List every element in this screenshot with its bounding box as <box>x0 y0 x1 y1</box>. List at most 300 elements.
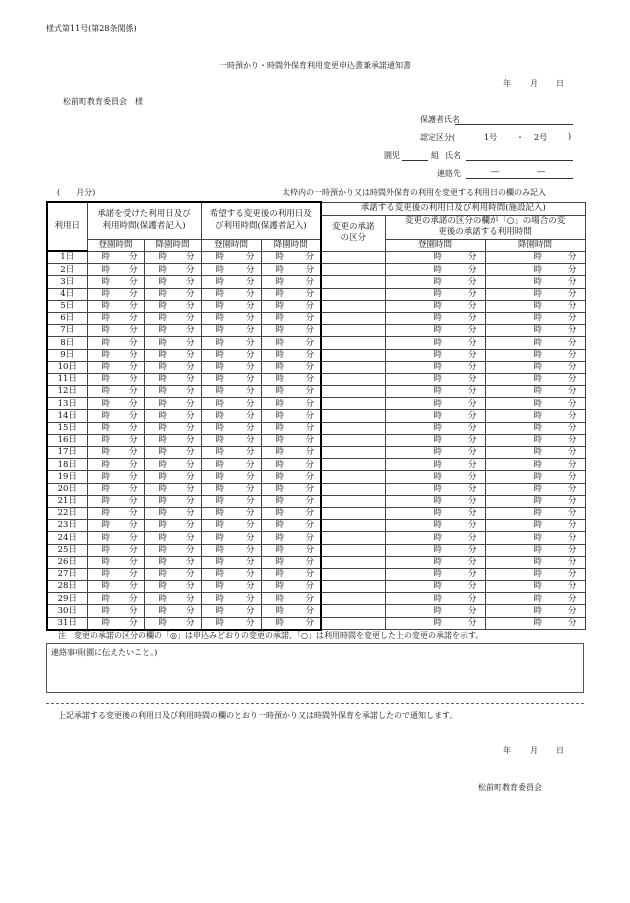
time-cell[interactable] <box>144 483 201 495</box>
time-cell[interactable] <box>261 386 321 398</box>
time-cell[interactable] <box>144 471 201 483</box>
time-cell[interactable] <box>201 300 261 312</box>
time-cell[interactable] <box>87 520 144 532</box>
time-cell[interactable] <box>201 361 261 373</box>
time-cell[interactable] <box>261 605 321 617</box>
time-cell[interactable] <box>261 507 321 519</box>
time-cell[interactable] <box>261 422 321 434</box>
minute-label: 分 <box>186 459 195 470</box>
time-cell[interactable] <box>144 386 201 398</box>
time-cell[interactable] <box>385 617 485 630</box>
time-cell[interactable] <box>201 447 261 459</box>
time-cell[interactable] <box>87 349 144 361</box>
time-cell[interactable] <box>385 276 485 288</box>
time-cell[interactable] <box>144 300 201 312</box>
time-cell[interactable] <box>485 520 585 532</box>
time-cell[interactable] <box>485 459 585 471</box>
table-row <box>47 410 585 422</box>
minute-label: 分 <box>128 532 138 543</box>
time-cell[interactable] <box>261 300 321 312</box>
change-category-cell[interactable] <box>321 459 385 471</box>
change-category-cell[interactable] <box>321 422 385 434</box>
change-category-cell[interactable] <box>321 507 385 519</box>
minute-label: 分 <box>468 496 477 507</box>
hour-label: 時 <box>433 301 443 312</box>
class-label: 組 <box>431 151 439 160</box>
time-cell[interactable] <box>385 386 485 398</box>
change-category-cell[interactable] <box>321 312 385 324</box>
time-cell[interactable] <box>385 312 485 324</box>
time-cell[interactable] <box>485 264 585 276</box>
time-cell[interactable] <box>485 568 585 580</box>
child-name-field[interactable] <box>466 160 573 161</box>
hour-label: 時 <box>275 447 285 458</box>
time-cell[interactable] <box>485 581 585 593</box>
time-cell[interactable] <box>201 544 261 556</box>
time-cell[interactable] <box>485 300 585 312</box>
time-cell[interactable] <box>261 276 321 288</box>
time-cell[interactable] <box>201 373 261 385</box>
hour-label: 時 <box>101 617 111 628</box>
minute-label: 分 <box>246 398 255 409</box>
change-category-cell[interactable] <box>321 288 385 300</box>
hour-label: 時 <box>215 593 225 604</box>
change-category-cell[interactable] <box>321 593 385 605</box>
time-cell[interactable] <box>201 422 261 434</box>
minute-label: 分 <box>128 410 138 421</box>
hour-label: 時 <box>101 459 111 470</box>
time-cell[interactable] <box>385 568 485 580</box>
time-cell[interactable] <box>87 410 144 422</box>
time-cell[interactable] <box>201 568 261 580</box>
time-cell[interactable] <box>385 264 485 276</box>
time-cell[interactable] <box>385 434 485 446</box>
hour-label: 時 <box>433 313 443 324</box>
minute-label: 分 <box>128 252 138 263</box>
time-cell[interactable] <box>485 422 585 434</box>
time-cell[interactable] <box>144 251 201 264</box>
time-cell[interactable] <box>261 544 321 556</box>
time-cell[interactable] <box>87 617 144 630</box>
time-cell[interactable] <box>144 276 201 288</box>
time-cell[interactable] <box>144 495 201 507</box>
change-category-cell[interactable] <box>321 410 385 422</box>
day-cell: 3日 <box>47 276 87 288</box>
hour-label: 時 <box>215 349 225 360</box>
time-cell[interactable] <box>201 386 261 398</box>
time-cell[interactable] <box>261 532 321 544</box>
minute-label: 分 <box>568 435 577 446</box>
circle-case-header: 変更の承諾の区分の欄が「○」の場合の変更後の承諾する利用時間 <box>385 215 585 239</box>
time-cell[interactable] <box>87 337 144 349</box>
time-cell[interactable] <box>261 349 321 361</box>
minute-label: 分 <box>186 520 195 531</box>
time-cell[interactable] <box>261 483 321 495</box>
time-cell[interactable] <box>485 434 585 446</box>
time-cell[interactable] <box>144 434 201 446</box>
minute-label: 分 <box>305 374 315 385</box>
time-cell[interactable] <box>261 361 321 373</box>
change-category-cell[interactable] <box>321 605 385 617</box>
time-cell[interactable] <box>201 581 261 593</box>
time-cell[interactable] <box>385 410 485 422</box>
hour-label: 時 <box>433 605 443 616</box>
change-category-cell[interactable] <box>321 373 385 385</box>
time-cell[interactable] <box>485 447 585 459</box>
time-cell[interactable] <box>385 471 485 483</box>
time-cell[interactable] <box>87 556 144 568</box>
minute-label: 分 <box>246 337 255 348</box>
time-cell[interactable] <box>485 337 585 349</box>
time-cell[interactable] <box>261 312 321 324</box>
time-cell[interactable] <box>385 288 485 300</box>
minute-label: 分 <box>246 569 255 580</box>
time-cell[interactable] <box>87 422 144 434</box>
time-cell[interactable] <box>144 312 201 324</box>
day-cell: 11日 <box>47 373 87 385</box>
time-cell[interactable] <box>485 532 585 544</box>
change-category-cell[interactable] <box>321 251 385 264</box>
change-category-cell[interactable] <box>321 300 385 312</box>
contact-box[interactable] <box>46 643 584 693</box>
time-cell[interactable] <box>201 495 261 507</box>
time-cell[interactable] <box>485 483 585 495</box>
time-cell[interactable] <box>485 325 585 337</box>
time-cell[interactable] <box>144 264 201 276</box>
contact-field[interactable] <box>466 178 573 179</box>
time-cell[interactable] <box>485 507 585 519</box>
time-cell[interactable] <box>144 288 201 300</box>
minute-label: 分 <box>186 422 195 433</box>
cert-option-1[interactable]: 1号 <box>484 133 498 142</box>
minute-label: 分 <box>246 374 255 385</box>
time-cell[interactable] <box>261 568 321 580</box>
time-cell[interactable] <box>485 288 585 300</box>
change-category-cell[interactable] <box>321 581 385 593</box>
minute-label: 分 <box>468 386 477 397</box>
time-cell[interactable] <box>144 337 201 349</box>
time-cell[interactable] <box>87 288 144 300</box>
hour-label: 時 <box>101 362 111 373</box>
time-cell[interactable] <box>144 373 201 385</box>
table-row <box>47 593 585 605</box>
time-cell[interactable] <box>201 264 261 276</box>
time-cell[interactable] <box>261 337 321 349</box>
time-cell[interactable] <box>261 410 321 422</box>
time-cell[interactable] <box>144 544 201 556</box>
table-row <box>47 361 585 373</box>
time-cell[interactable] <box>87 386 144 398</box>
time-cell[interactable] <box>87 398 144 410</box>
minute-label: 分 <box>568 496 577 507</box>
hour-label: 時 <box>533 520 543 531</box>
change-category-cell[interactable] <box>321 617 385 630</box>
minute-label: 分 <box>305 617 315 628</box>
time-cell[interactable] <box>201 507 261 519</box>
time-cell[interactable] <box>385 337 485 349</box>
time-cell[interactable] <box>485 312 585 324</box>
table-row <box>47 544 585 556</box>
time-cell[interactable] <box>87 447 144 459</box>
hour-label: 時 <box>215 337 225 348</box>
time-cell[interactable] <box>261 471 321 483</box>
time-cell[interactable] <box>144 422 201 434</box>
time-cell[interactable] <box>201 459 261 471</box>
time-cell[interactable] <box>87 325 144 337</box>
time-cell[interactable] <box>485 410 585 422</box>
hour-label: 時 <box>533 337 543 348</box>
time-cell[interactable] <box>261 434 321 446</box>
time-cell[interactable] <box>261 373 321 385</box>
time-cell[interactable] <box>87 605 144 617</box>
minute-label: 分 <box>128 325 138 336</box>
hour-label: 時 <box>158 471 168 482</box>
change-category-cell[interactable] <box>321 276 385 288</box>
day-cell: 17日 <box>47 447 87 459</box>
time-cell[interactable] <box>87 459 144 471</box>
change-category-cell[interactable] <box>321 325 385 337</box>
time-cell[interactable] <box>144 325 201 337</box>
hour-label: 時 <box>158 349 168 360</box>
hour-label: 時 <box>433 496 443 507</box>
time-cell[interactable] <box>261 325 321 337</box>
minute-label: 分 <box>568 520 577 531</box>
time-cell[interactable] <box>385 300 485 312</box>
time-cell[interactable] <box>385 532 485 544</box>
time-cell[interactable] <box>87 251 144 264</box>
time-cell[interactable] <box>261 288 321 300</box>
change-category-cell[interactable] <box>321 386 385 398</box>
change-category-cell[interactable] <box>321 471 385 483</box>
time-cell[interactable] <box>385 544 485 556</box>
time-cell[interactable] <box>144 568 201 580</box>
change-category-cell[interactable] <box>321 264 385 276</box>
time-cell[interactable] <box>385 422 485 434</box>
hour-label: 時 <box>101 435 111 446</box>
minute-label: 分 <box>246 276 255 287</box>
change-category-cell[interactable] <box>321 556 385 568</box>
time-cell[interactable] <box>485 251 585 264</box>
minute-label: 分 <box>128 605 138 616</box>
time-cell[interactable] <box>144 410 201 422</box>
minute-label: 分 <box>128 617 138 628</box>
time-cell[interactable] <box>385 581 485 593</box>
hour-label: 時 <box>101 422 111 433</box>
time-cell[interactable] <box>261 593 321 605</box>
time-cell[interactable] <box>201 312 261 324</box>
time-cell[interactable] <box>87 300 144 312</box>
time-cell[interactable] <box>385 325 485 337</box>
hour-label: 時 <box>433 264 443 275</box>
time-cell[interactable] <box>261 520 321 532</box>
time-cell[interactable] <box>385 447 485 459</box>
time-cell[interactable] <box>87 593 144 605</box>
change-category-cell[interactable] <box>321 532 385 544</box>
hour-label: 時 <box>215 313 225 324</box>
time-cell[interactable] <box>201 276 261 288</box>
time-cell[interactable] <box>385 349 485 361</box>
time-cell[interactable] <box>144 520 201 532</box>
time-cell[interactable] <box>201 410 261 422</box>
time-cell[interactable] <box>261 264 321 276</box>
time-cell[interactable] <box>201 556 261 568</box>
time-cell[interactable] <box>385 520 485 532</box>
change-category-cell[interactable] <box>321 447 385 459</box>
hour-label: 時 <box>275 264 285 275</box>
time-cell[interactable] <box>385 483 485 495</box>
time-cell[interactable] <box>87 483 144 495</box>
time-cell[interactable] <box>261 398 321 410</box>
minute-label: 分 <box>186 544 195 555</box>
hour-label: 時 <box>158 593 168 604</box>
time-cell[interactable] <box>201 337 261 349</box>
time-cell[interactable] <box>201 593 261 605</box>
time-cell[interactable] <box>485 556 585 568</box>
time-cell[interactable] <box>385 556 485 568</box>
time-cell[interactable] <box>87 544 144 556</box>
time-cell[interactable] <box>201 605 261 617</box>
hour-label: 時 <box>101 447 111 458</box>
time-cell[interactable] <box>485 593 585 605</box>
change-category-cell[interactable] <box>321 520 385 532</box>
guardian-field[interactable] <box>455 124 573 125</box>
time-cell[interactable] <box>201 349 261 361</box>
time-cell[interactable] <box>201 251 261 264</box>
time-cell[interactable] <box>144 361 201 373</box>
minute-label: 分 <box>568 544 577 555</box>
change-category-cell[interactable] <box>321 349 385 361</box>
hour-label: 時 <box>533 252 543 263</box>
time-cell[interactable] <box>201 434 261 446</box>
time-cell[interactable] <box>144 459 201 471</box>
child-name-label: 氏名 <box>445 151 461 160</box>
time-cell[interactable] <box>87 507 144 519</box>
time-cell[interactable] <box>87 471 144 483</box>
time-cell[interactable] <box>385 605 485 617</box>
time-cell[interactable] <box>201 532 261 544</box>
time-cell[interactable] <box>261 556 321 568</box>
cert-option-2[interactable]: 2号 <box>534 133 548 142</box>
hour-label: 時 <box>433 447 443 458</box>
time-cell[interactable] <box>485 544 585 556</box>
time-cell[interactable] <box>144 398 201 410</box>
time-cell[interactable] <box>485 605 585 617</box>
time-cell[interactable] <box>201 288 261 300</box>
time-cell[interactable] <box>385 507 485 519</box>
time-cell[interactable] <box>87 312 144 324</box>
time-cell[interactable] <box>485 617 585 630</box>
time-cell[interactable] <box>385 373 485 385</box>
time-cell[interactable] <box>261 617 321 630</box>
table-row <box>47 581 585 593</box>
time-cell[interactable] <box>144 605 201 617</box>
time-cell[interactable] <box>485 471 585 483</box>
change-category-cell[interactable] <box>321 544 385 556</box>
change-category-cell[interactable] <box>321 398 385 410</box>
time-cell[interactable] <box>144 532 201 544</box>
hour-label: 時 <box>158 544 168 555</box>
time-cell[interactable] <box>144 593 201 605</box>
time-cell[interactable] <box>201 617 261 630</box>
time-cell[interactable] <box>261 251 321 264</box>
time-cell[interactable] <box>385 459 485 471</box>
time-cell[interactable] <box>144 507 201 519</box>
time-cell[interactable] <box>261 495 321 507</box>
time-cell[interactable] <box>87 373 144 385</box>
time-cell[interactable] <box>385 251 485 264</box>
time-cell[interactable] <box>144 349 201 361</box>
time-cell[interactable] <box>385 495 485 507</box>
hour-label: 時 <box>433 471 443 482</box>
time-cell[interactable] <box>144 617 201 630</box>
time-cell[interactable] <box>87 276 144 288</box>
time-cell[interactable] <box>144 581 201 593</box>
time-cell[interactable] <box>261 459 321 471</box>
time-cell[interactable] <box>201 325 261 337</box>
time-cell[interactable] <box>485 373 585 385</box>
time-cell[interactable] <box>485 361 585 373</box>
time-cell[interactable] <box>385 398 485 410</box>
hour-label: 時 <box>215 362 225 373</box>
minute-label: 分 <box>186 252 195 263</box>
minute-label: 分 <box>305 593 315 604</box>
cert-separator: ・ <box>516 133 524 142</box>
time-cell[interactable] <box>485 398 585 410</box>
time-cell[interactable] <box>87 568 144 580</box>
time-cell[interactable] <box>201 471 261 483</box>
minute-label: 分 <box>186 447 195 458</box>
hour-label: 時 <box>533 569 543 580</box>
time-cell[interactable] <box>201 398 261 410</box>
time-cell[interactable] <box>144 447 201 459</box>
time-cell[interactable] <box>385 593 485 605</box>
time-cell[interactable] <box>261 447 321 459</box>
minute-label: 分 <box>305 301 315 312</box>
time-cell[interactable] <box>87 495 144 507</box>
hour-label: 時 <box>158 386 168 397</box>
day-cell: 9日 <box>47 349 87 361</box>
time-cell[interactable] <box>87 532 144 544</box>
table-row <box>47 459 585 471</box>
change-category-cell[interactable] <box>321 495 385 507</box>
class-field[interactable] <box>402 160 428 161</box>
time-cell[interactable] <box>485 349 585 361</box>
time-cell[interactable] <box>485 276 585 288</box>
hour-label: 時 <box>275 313 285 324</box>
time-cell[interactable] <box>485 386 585 398</box>
time-cell[interactable] <box>144 556 201 568</box>
change-category-cell[interactable] <box>321 361 385 373</box>
time-cell[interactable] <box>201 520 261 532</box>
day-cell: 8日 <box>47 337 87 349</box>
change-category-cell[interactable] <box>321 483 385 495</box>
minute-label: 分 <box>128 459 138 470</box>
page-title: 一時預かり・時間外保育利用変更申込書兼承諾通知書 <box>219 61 411 70</box>
hour-label: 時 <box>101 605 111 616</box>
time-cell[interactable] <box>87 434 144 446</box>
time-cell[interactable] <box>87 361 144 373</box>
change-category-cell[interactable] <box>321 337 385 349</box>
time-cell[interactable] <box>261 581 321 593</box>
time-cell[interactable] <box>485 495 585 507</box>
change-category-cell[interactable] <box>321 434 385 446</box>
change-category-cell[interactable] <box>321 568 385 580</box>
time-cell[interactable] <box>201 483 261 495</box>
minute-label: 分 <box>568 483 577 494</box>
time-cell[interactable] <box>385 361 485 373</box>
time-cell[interactable] <box>87 264 144 276</box>
time-cell[interactable] <box>87 581 144 593</box>
